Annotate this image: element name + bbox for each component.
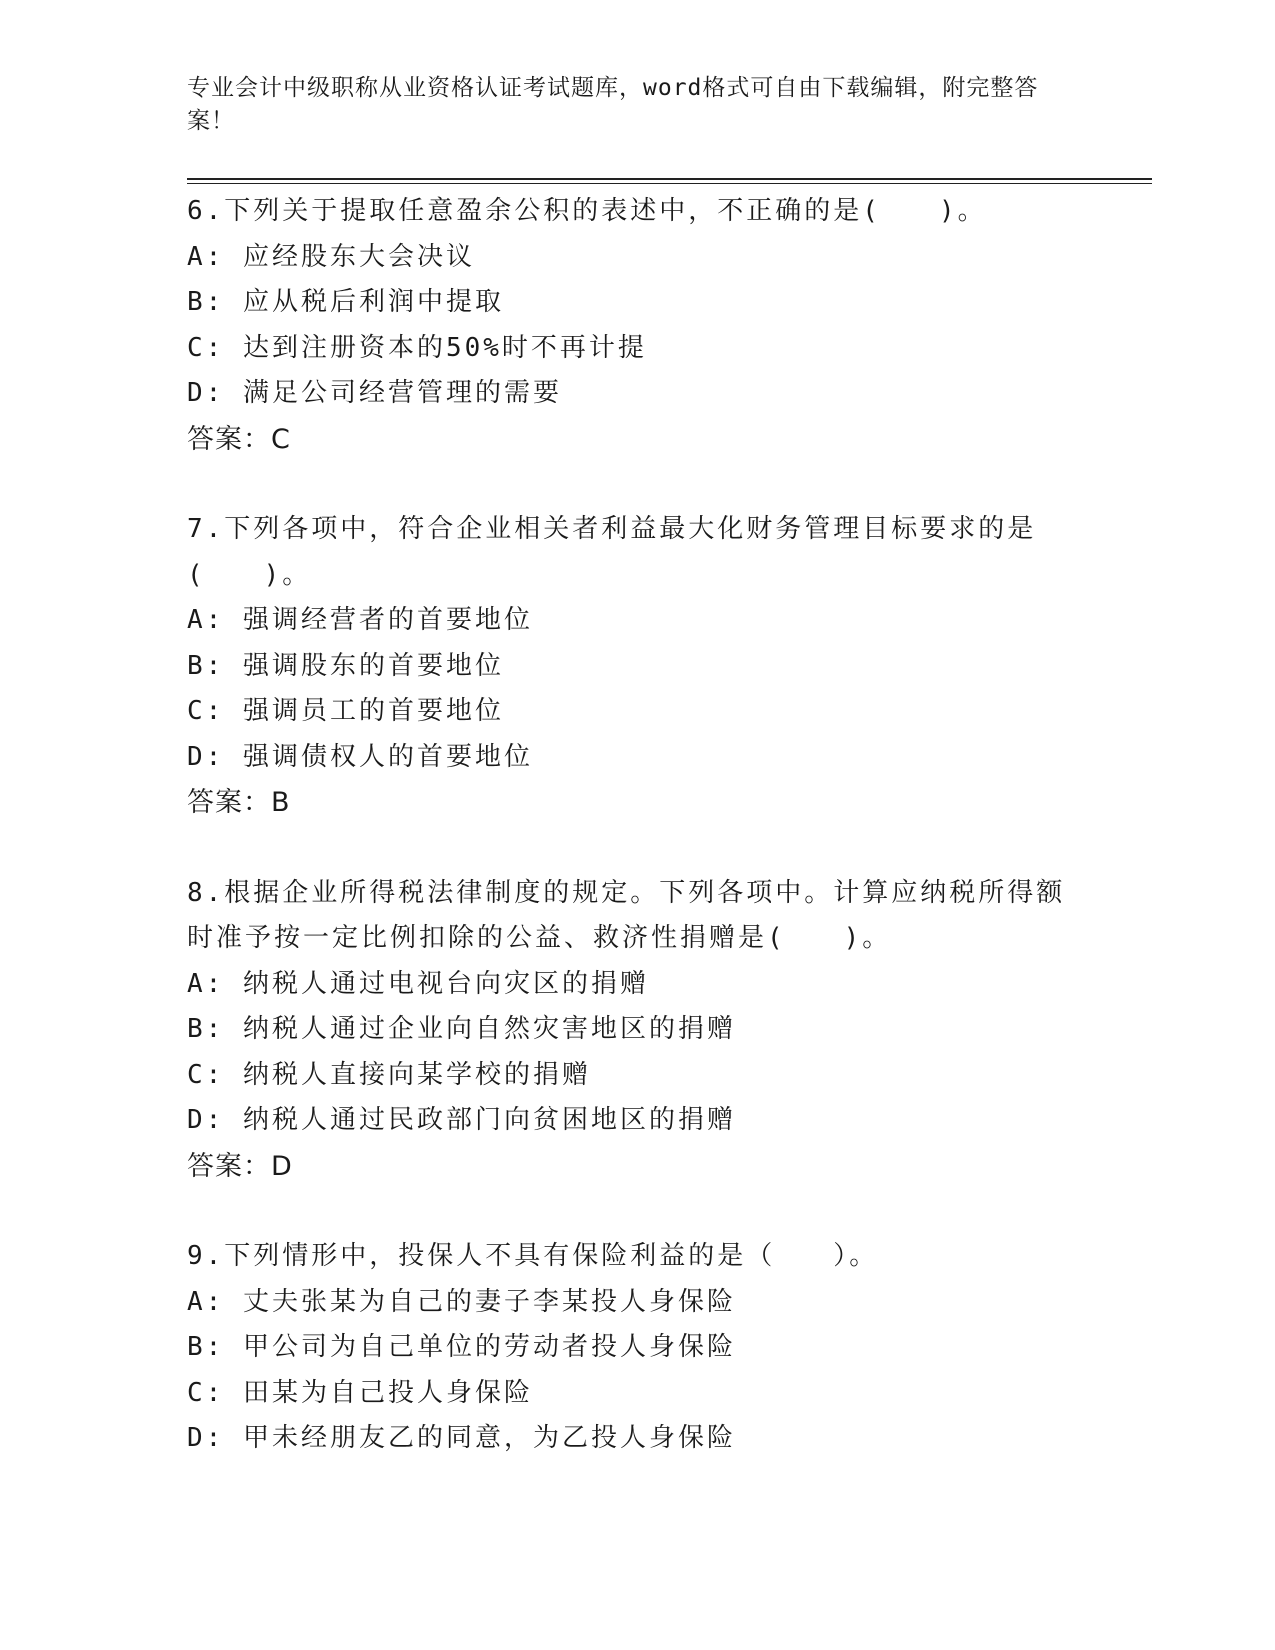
option-a: A: 应经股东大会决议 — [187, 241, 475, 272]
answer-label: 答案：C — [187, 423, 291, 455]
option-c: C: 纳税人直接向某学校的捐赠 — [187, 1059, 591, 1090]
option-a: A: 丈夫张某为自己的妻子李某投人身保险 — [187, 1286, 736, 1317]
option-c: C: 田某为自己投人身保险 — [187, 1377, 533, 1408]
option-b: B: 强调股东的首要地位 — [187, 650, 504, 681]
question-stem: 6.下列关于提取任意盈余公积的表述中，不正确的是( )。 — [187, 196, 987, 226]
option-c: C: 强调员工的首要地位 — [187, 696, 504, 726]
option-a: A: 纳税人通过电视台向灾区的捐赠 — [187, 968, 649, 999]
question-stem: 7.下列各项中，符合企业相关者利益最大化财务管理目标要求的是( )。 — [187, 514, 1037, 590]
option-c: C: 达到注册资本的50%时不再计提 — [187, 332, 647, 363]
option-d: D: 纳税人通过民政部门向贫困地区的捐赠 — [187, 1105, 736, 1135]
question-6 — [187, 189, 1087, 462]
option-b: B: 甲公司为自己单位的劳动者投人身保险 — [187, 1332, 736, 1362]
option-d: D: 满足公司经营管理的需要 — [187, 378, 562, 408]
header-rule-thin — [187, 183, 1152, 184]
page-header: 专业会计中级职称从业资格认证考试题库，word格式可自由下载编辑，附完整答案！ — [187, 75, 1039, 134]
question-stem: 8.根据企业所得税法律制度的规定。下列各项中。计算应纳税所得额时准予按一定比例扣除的公益、救济性捐赠是( )。 — [187, 877, 1066, 953]
option-d: D: 甲未经朋友乙的同意，为乙投人身保险 — [187, 1423, 736, 1453]
question-9 — [187, 1234, 1087, 1462]
question-8 — [187, 871, 1087, 1190]
answer-label: 答案：B — [187, 787, 291, 818]
answer-label: 答案：D — [187, 1150, 293, 1182]
question-stem: 9.下列情形中，投保人不具有保险利益的是（ ）。 — [187, 1241, 879, 1271]
option-b: B: 应从税后利润中提取 — [187, 287, 504, 317]
header-rule-thick — [187, 178, 1152, 180]
option-b: B: 纳税人通过企业向自然灾害地区的捐赠 — [187, 1014, 736, 1044]
option-d: D: 强调债权人的首要地位 — [187, 741, 533, 772]
option-a: A: 强调经营者的首要地位 — [187, 605, 533, 635]
question-list — [187, 189, 1087, 1507]
question-7 — [187, 507, 1087, 826]
